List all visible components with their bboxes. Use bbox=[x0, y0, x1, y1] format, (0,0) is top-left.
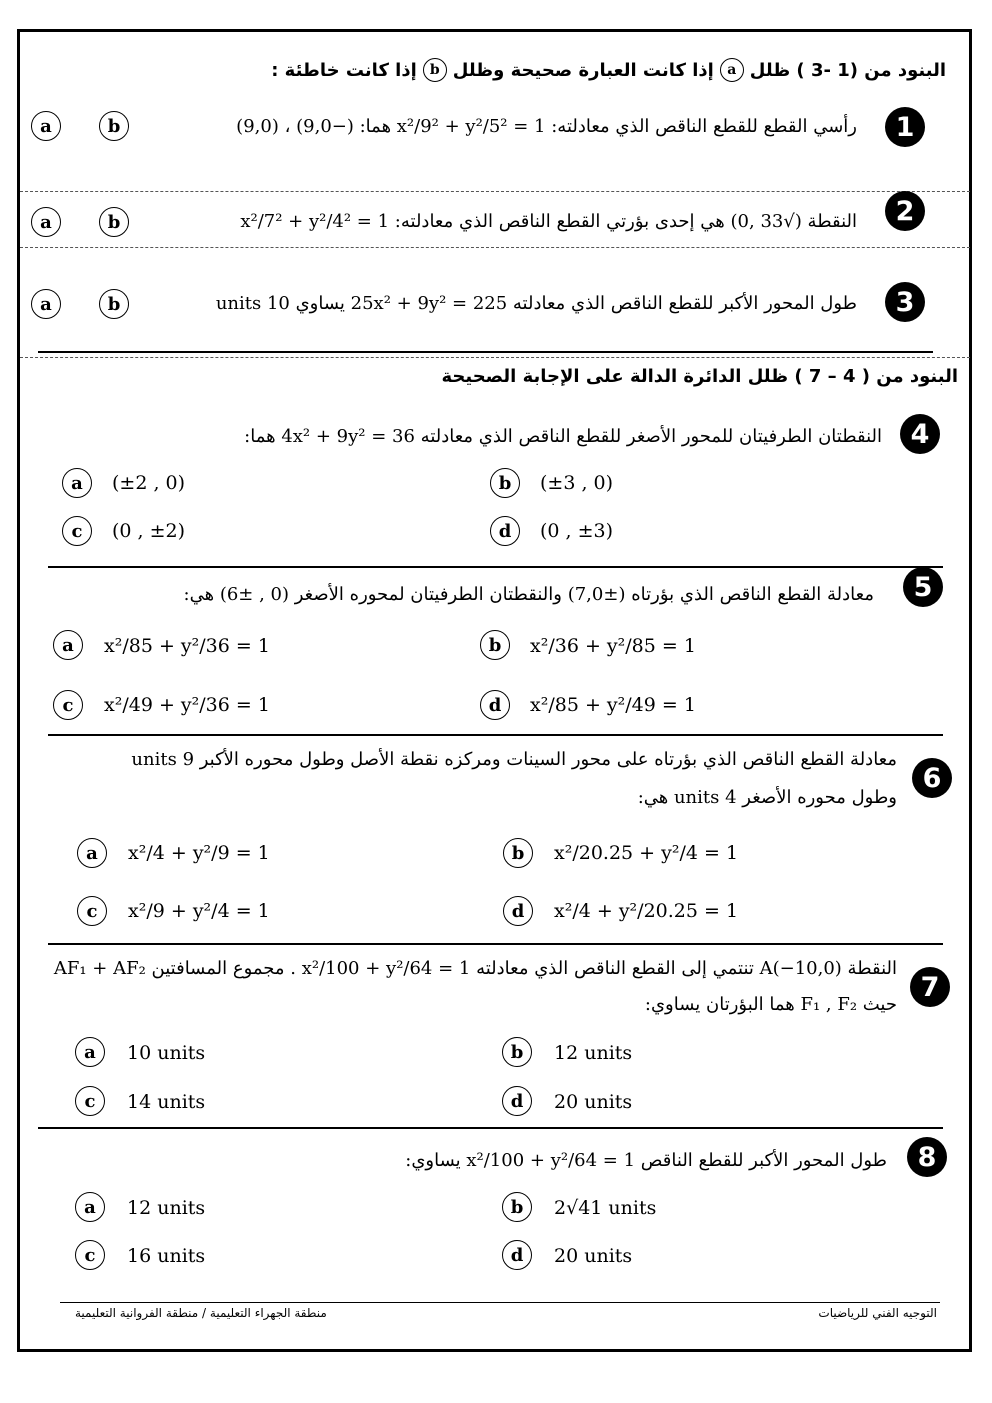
q7-option-b-bubble[interactable]: b bbox=[502, 1037, 532, 1067]
q3-option-a-bubble[interactable]: a bbox=[31, 289, 61, 319]
q1-number: 1 bbox=[885, 107, 925, 147]
q6-option-b-bubble[interactable]: b bbox=[503, 838, 533, 868]
q8-option-c-bubble[interactable]: c bbox=[75, 1240, 105, 1270]
q4-option-d-text: (0 , ±3) bbox=[540, 520, 614, 542]
true-bubble: a bbox=[720, 58, 744, 82]
q8-option-a-bubble[interactable]: a bbox=[75, 1192, 105, 1222]
q5-text: معادلة القطع الناقص الذي بؤرتاه (±7,0) والنقطتان الطرفيتان لمحوره الأصغر (0 , ±6) هي: bbox=[183, 584, 874, 605]
footer-right: التوجيه الفني للرياضيات bbox=[818, 1306, 937, 1320]
q4-option-b-bubble[interactable]: b bbox=[490, 468, 520, 498]
q7-option-d-text: 20 units bbox=[554, 1091, 633, 1113]
q6-line2: وطول محوره الأصغر 4 units هي: bbox=[637, 787, 897, 808]
q4-option-a-text: (±2 , 0) bbox=[112, 472, 186, 494]
q3-number: 3 bbox=[885, 282, 925, 322]
q7-option-a-bubble[interactable]: a bbox=[75, 1037, 105, 1067]
q3-text: طول المحور الأكبر للقطع الناقص الذي معادلته 25x² + 9y² = 225 يساوي 10 units bbox=[215, 293, 857, 314]
q8-option-b-text: 2√41 units bbox=[554, 1197, 657, 1219]
q6-option-d-text: x²/4 + y²/20.25 = 1 bbox=[554, 900, 739, 922]
q3-option-b-bubble[interactable]: b bbox=[99, 289, 129, 319]
q6-option-a-text: x²/4 + y²/9 = 1 bbox=[128, 842, 270, 864]
q7-line2: حيث F₁ , F₂ هما البؤرتان يساوي: bbox=[644, 994, 897, 1015]
q4-number: 4 bbox=[900, 414, 940, 454]
q4-option-a-bubble[interactable]: a bbox=[62, 468, 92, 498]
q4-option-b-text: (±3 , 0) bbox=[540, 472, 614, 494]
q5-option-c-bubble[interactable]: c bbox=[53, 690, 83, 720]
q8-option-d-bubble[interactable]: d bbox=[502, 1240, 532, 1270]
q6-option-a-bubble[interactable]: a bbox=[77, 838, 107, 868]
q5-number: 5 bbox=[903, 567, 943, 607]
q8-option-d-text: 20 units bbox=[554, 1245, 633, 1267]
q2-number: 2 bbox=[885, 191, 925, 231]
q6-number: 6 bbox=[912, 758, 952, 798]
heading-part1: البنود من (1 -3 ) ظلل bbox=[749, 59, 946, 81]
q7-number: 7 bbox=[910, 967, 950, 1007]
q8-number: 8 bbox=[907, 1137, 947, 1177]
q5-option-d-bubble[interactable]: d bbox=[480, 690, 510, 720]
q6-option-b-text: x²/20.25 + y²/4 = 1 bbox=[554, 842, 739, 864]
q6-line1: معادلة القطع الناقص الذي بؤرتاه على محور السينات ومركزه نقطة الأصل وطول محوره الأكبر 9 units bbox=[131, 749, 897, 770]
q5-option-a-text: x²/85 + y²/36 = 1 bbox=[104, 635, 270, 657]
q4-text: النقطتان الطرفيتان للمحور الأصغر للقطع الناقص الذي معادلته 4x² + 9y² = 36 هما: bbox=[244, 426, 882, 447]
q4-option-d-bubble[interactable]: d bbox=[490, 516, 520, 546]
section1-heading bbox=[271, 58, 946, 82]
q7-option-d-bubble[interactable]: d bbox=[502, 1086, 532, 1116]
q1-option-b-bubble[interactable]: b bbox=[99, 111, 129, 141]
q7-option-b-text: 12 units bbox=[554, 1042, 633, 1064]
q6-option-c-text: x²/9 + y²/4 = 1 bbox=[128, 900, 270, 922]
section2-heading: البنود من ( 4 – 7 ) ظلل الدائرة الدالة على الإجابة الصحيحة bbox=[441, 366, 958, 387]
q8-option-c-text: 16 units bbox=[127, 1245, 206, 1267]
q5-option-c-text: x²/49 + y²/36 = 1 bbox=[104, 694, 270, 716]
q6-option-c-bubble[interactable]: c bbox=[77, 896, 107, 926]
heading-part3: إذا كانت خاطئة : bbox=[271, 59, 417, 81]
false-bubble: b bbox=[423, 58, 447, 82]
q8-option-a-text: 12 units bbox=[127, 1197, 206, 1219]
q5-option-b-bubble[interactable]: b bbox=[480, 630, 510, 660]
heading-part2: إذا كانت العبارة صحيحة وظلل bbox=[452, 59, 714, 81]
q8-option-b-bubble[interactable]: b bbox=[502, 1192, 532, 1222]
q7-option-c-text: 14 units bbox=[127, 1091, 206, 1113]
q2-option-a-bubble[interactable]: a bbox=[31, 207, 61, 237]
q7-option-a-text: 10 units bbox=[127, 1042, 206, 1064]
q7-line1: النقطة A(−10,0) تنتمي إلى القطع الناقص الذي معادلته x²/100 + y²/64 = 1 . مجموع المسافتين AF₁ + AF₂ bbox=[53, 958, 897, 979]
q6-option-d-bubble[interactable]: d bbox=[503, 896, 533, 926]
q8-text: طول المحور الأكبر للقطع الناقص x²/100 + y²/64 = 1 يساوي: bbox=[405, 1150, 887, 1171]
footer-left: منطقة الجهراء التعليمية / منطقة الفروانية التعليمية bbox=[75, 1306, 327, 1320]
q5-option-d-text: x²/85 + y²/49 = 1 bbox=[530, 694, 696, 716]
q2-text: النقطة (√33 ,0) هي إحدى بؤرتي القطع الناقص الذي معادلته: x²/7² + y²/4² = 1 bbox=[240, 211, 857, 232]
q1-option-a-bubble[interactable]: a bbox=[31, 111, 61, 141]
q5-option-a-bubble[interactable]: a bbox=[53, 630, 83, 660]
q4-option-c-bubble[interactable]: c bbox=[62, 516, 92, 546]
q1-text: رأسي القطع للقطع الناقص الذي معادلته: x²/9² + y²/5² = 1 هما: (−9,0) ، (9,0) bbox=[236, 116, 857, 137]
q2-option-b-bubble[interactable]: b bbox=[99, 207, 129, 237]
q5-option-b-text: x²/36 + y²/85 = 1 bbox=[530, 635, 696, 657]
q4-option-c-text: (0 , ±2) bbox=[112, 520, 186, 542]
q7-option-c-bubble[interactable]: c bbox=[75, 1086, 105, 1116]
